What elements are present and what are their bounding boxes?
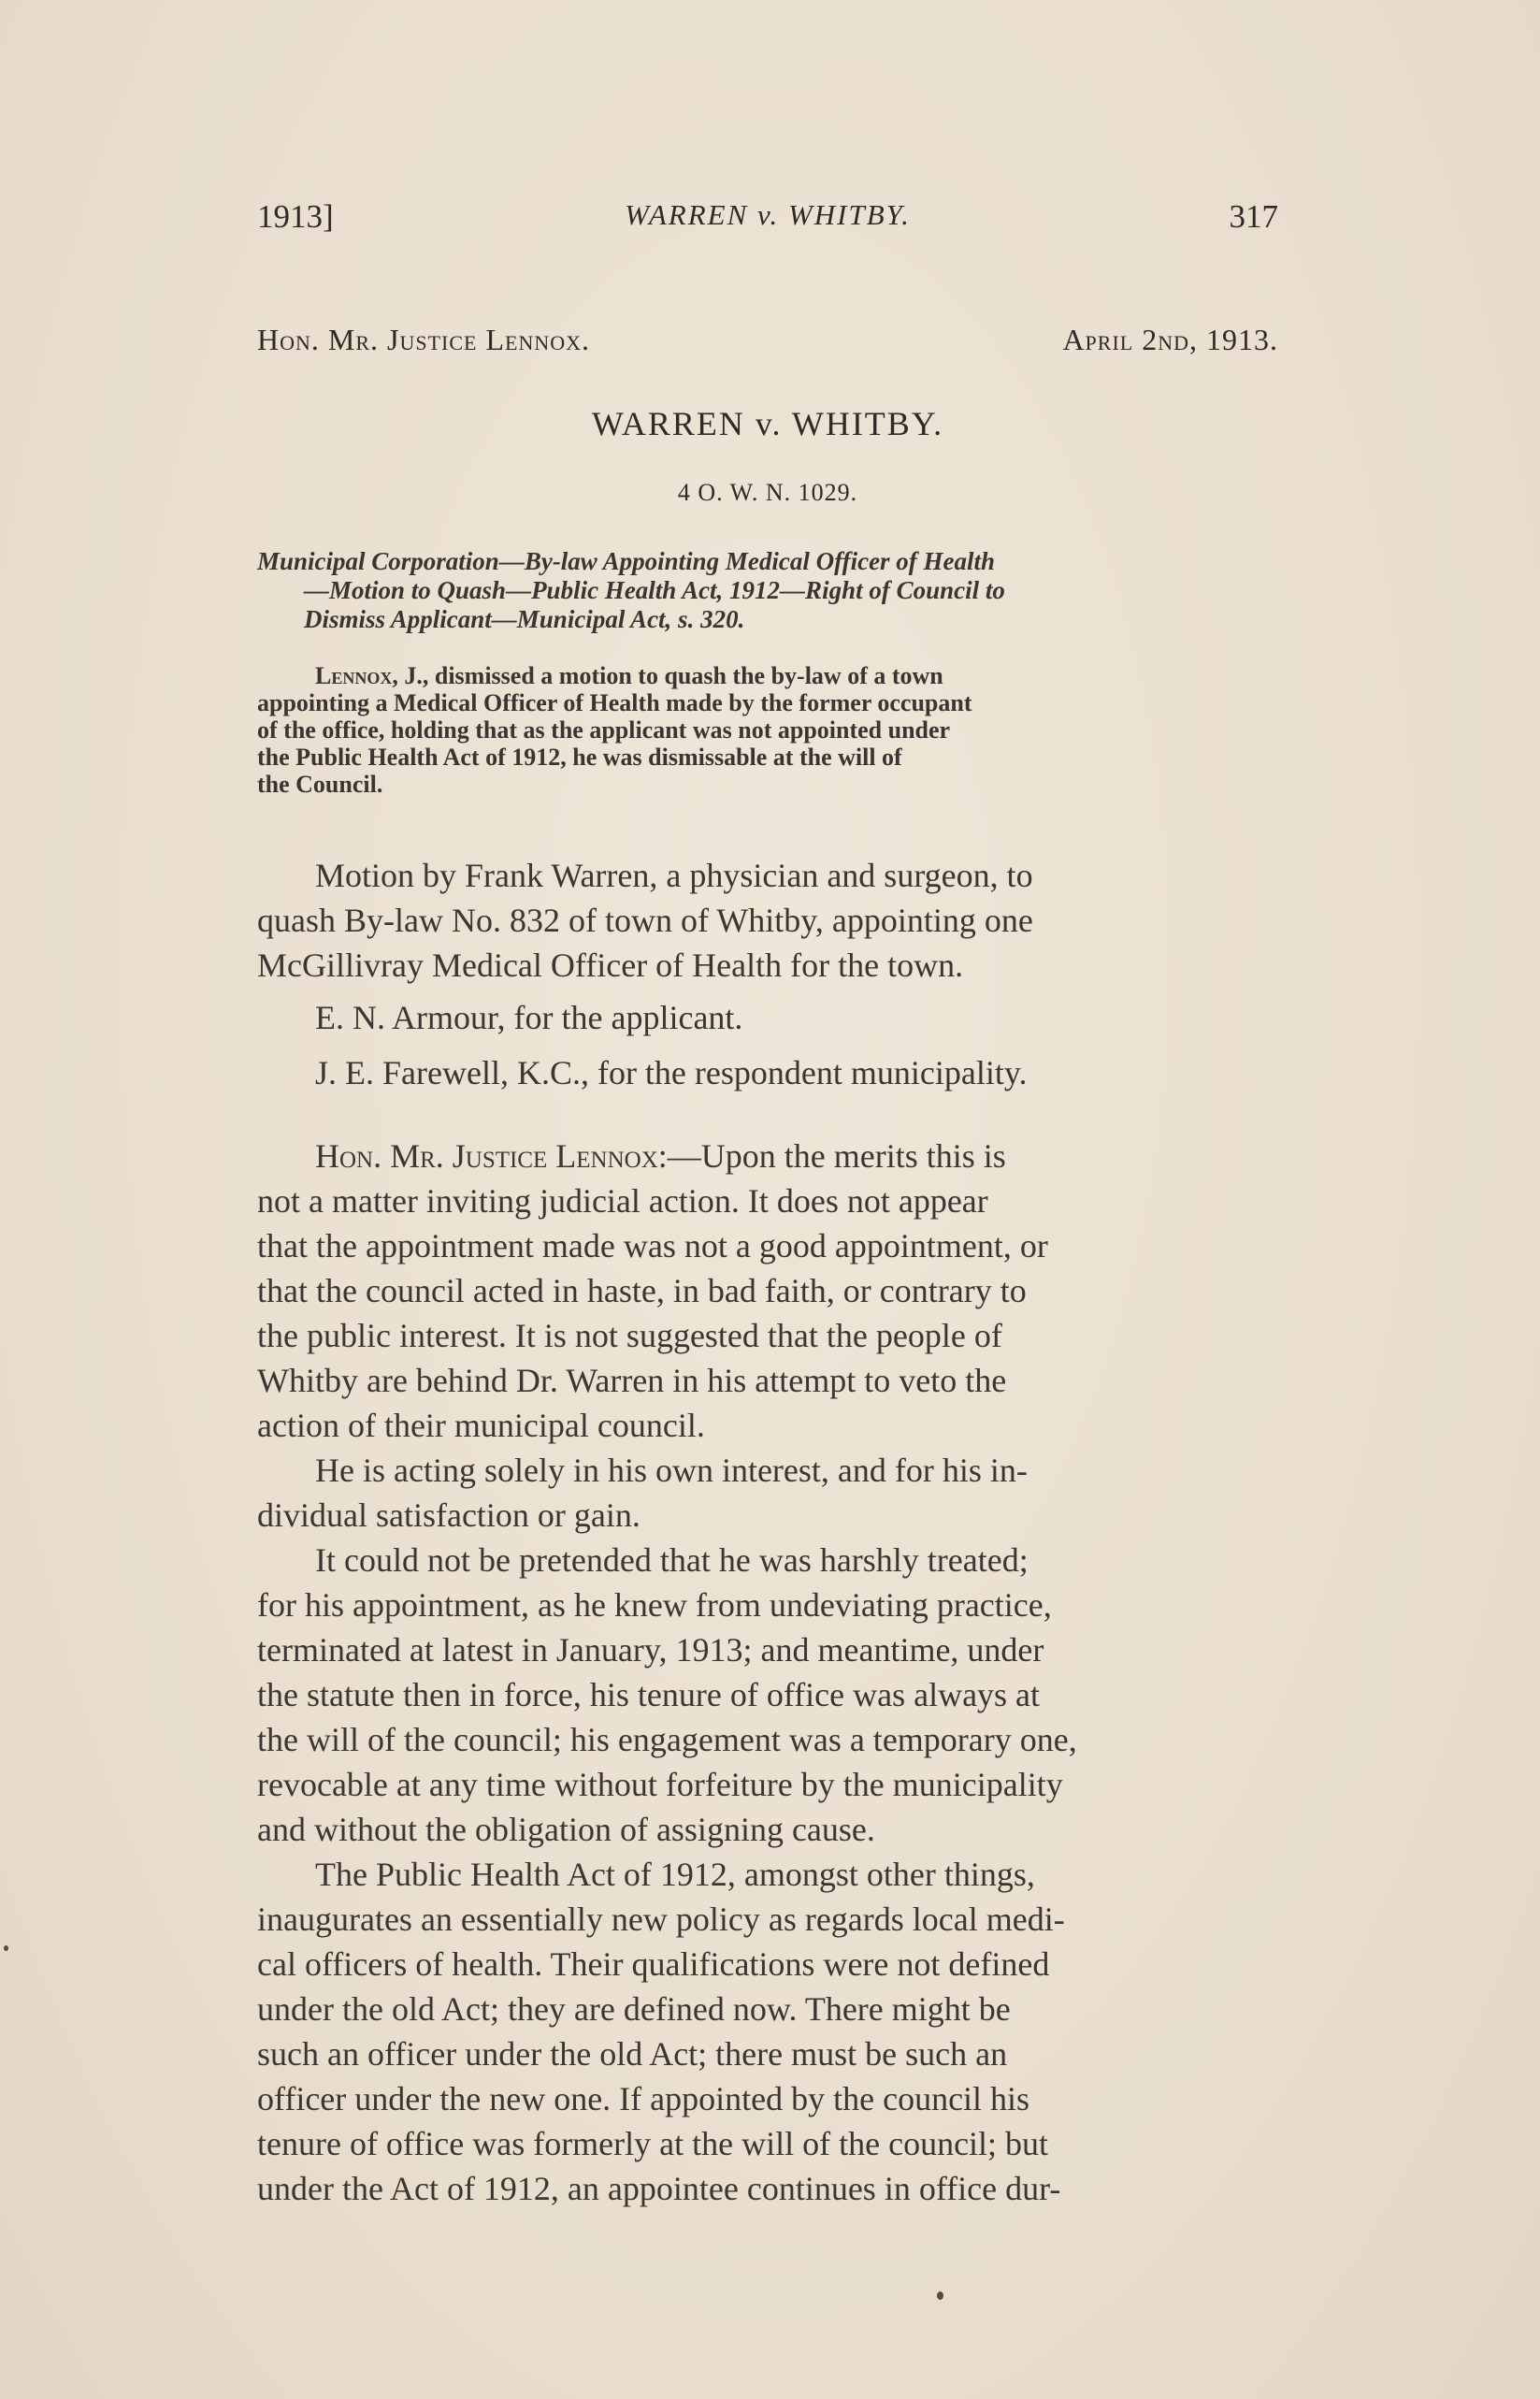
headnote-line: appointing a Medical Officer of Health made by the former occupant bbox=[257, 689, 972, 716]
ink-spot bbox=[937, 2291, 943, 2300]
text-line: such an officer under the old Act; there must be such an bbox=[257, 2035, 1008, 2073]
decision-date: April 2nd, 1913. bbox=[1062, 323, 1278, 356]
judgment-judge-name: Hon. Mr. Justice Lennox bbox=[315, 1137, 658, 1175]
text-line: dividual satisfaction or gain. bbox=[257, 1496, 640, 1534]
text-segment: :—Upon the merits this is bbox=[657, 1137, 1006, 1175]
text-line: that the council acted in haste, in bad faith, or contrary to bbox=[257, 1272, 1027, 1309]
headnote bbox=[257, 662, 1278, 798]
text-line: E. N. Armour, for the applicant. bbox=[315, 999, 743, 1036]
text-line: under the Act of 1912, an appointee continues in office dur- bbox=[257, 2170, 1061, 2207]
text-line: Whitby are behind Dr. Warren in his attempt to veto the bbox=[257, 1362, 1007, 1399]
headnote-line: of the office, holding that as the applicant was not appointed under bbox=[257, 716, 951, 744]
text-line: for his appointment, as he knew from undeviating practice, bbox=[257, 1586, 1052, 1624]
text-line: revocable at any time without forfeiture by the municipality bbox=[257, 1766, 1063, 1803]
running-head-title: WARREN v. WHITBY. bbox=[625, 198, 911, 231]
page-number: 317 bbox=[1229, 198, 1278, 235]
catchword-line: Dismiss Applicant—Municipal Act, s. 320. bbox=[304, 605, 745, 633]
judge-name: Hon. Mr. Justice Lennox. bbox=[257, 323, 591, 356]
catchwords bbox=[257, 547, 1278, 634]
text-line: J. E. Farewell, K.C., for the respondent municipality. bbox=[315, 1054, 1028, 1091]
counsel-respondent bbox=[257, 1050, 1278, 1095]
text-line: cal officers of health. Their qualifications were not defined bbox=[257, 1945, 1050, 1983]
text-line: the public interest. It is not suggested that the people of bbox=[257, 1317, 1002, 1354]
counsel-applicant bbox=[257, 995, 1278, 1040]
catchword-line: —Motion to Quash—Public Health Act, 1912—Right of Council to bbox=[304, 576, 1005, 604]
text-line: the will of the council; his engagement was a temporary one, bbox=[257, 1721, 1077, 1758]
headnote-line bbox=[257, 662, 1278, 689]
headnote-judge: Lennox bbox=[315, 662, 393, 689]
judgment-text bbox=[257, 1134, 1278, 2211]
text-line: Motion by Frank Warren, a physician and surgeon, to bbox=[315, 857, 1033, 894]
running-head-year: 1913] bbox=[257, 198, 334, 235]
headnote-line: the Council. bbox=[257, 771, 383, 798]
text-line: The Public Health Act of 1912, amongst other things, bbox=[315, 1856, 1035, 1893]
citation: 4 O. W. N. 1029. bbox=[677, 479, 858, 506]
text-line: quash By-law No. 832 of town of Whitby, appointing one bbox=[257, 902, 1033, 939]
text-line: and without the obligation of assigning cause. bbox=[257, 1811, 875, 1848]
catchword-line: Municipal Corporation—By-law Appointing Medical Officer of Health bbox=[257, 547, 996, 575]
text-line: action of their municipal council. bbox=[257, 1407, 705, 1444]
text-line: under the old Act; they are defined now. There might be bbox=[257, 1990, 1011, 2028]
ink-spot bbox=[4, 1945, 8, 1951]
running-head bbox=[257, 198, 1278, 245]
headnote-line: the Public Health Act of 1912, he was dismissable at the will of bbox=[257, 744, 902, 771]
text-line: He is acting solely in his own interest, and for his in- bbox=[315, 1452, 1028, 1489]
text-line: the statute then in force, his tenure of office was always at bbox=[257, 1676, 1041, 1713]
text-line: that the appointment made was not a good appointment, or bbox=[257, 1227, 1048, 1265]
text-line: McGillivray Medical Officer of Health for the town. bbox=[257, 947, 964, 984]
case-title: WARREN v. WHITBY. bbox=[591, 405, 944, 442]
text-line: tenure of office was formerly at the will of the council; but bbox=[257, 2125, 1049, 2162]
motion-paragraph bbox=[257, 853, 1278, 988]
text-line: inaugurates an essentially new policy as regards local medi- bbox=[257, 1900, 1065, 1938]
text-line bbox=[257, 1134, 1278, 1178]
text-line: It could not be pretended that he was harshly treated; bbox=[315, 1541, 1029, 1579]
headnote-text: , J., dismissed a motion to quash the by-law of a town bbox=[392, 662, 943, 689]
text-line: not a matter inviting judicial action. It does not appear bbox=[257, 1182, 988, 1220]
text-line: officer under the new one. If appointed by the council his bbox=[257, 2080, 1030, 2117]
text-line: terminated at latest in January, 1913; and meantime, under bbox=[257, 1631, 1044, 1669]
